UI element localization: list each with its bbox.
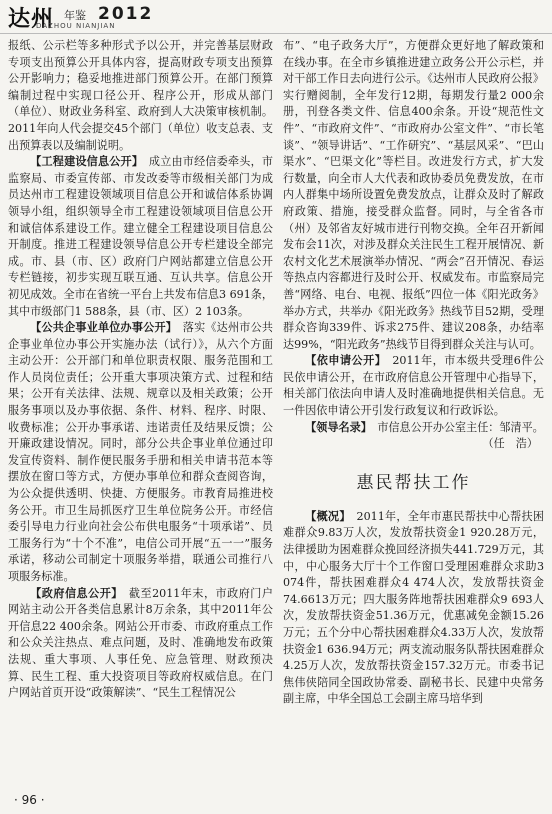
left-column <box>8 38 273 798</box>
right-paragraph-continued: 布”、“电子政务大厅”，方便群众更好地了解政策和在线办事。在全市乡镇推进建立政务公开公示栏，并对干部工作日去向进行公示。《达州市人民政府公报》实行赠阅制，全年发行12期，每期发行量2 000余册，刊登各类文件、信息400余条。开设“规范性文件”、“市政府文件”、“市政府办公室文件”、“市长笔谈”、“领导讲话”、“工作研究”、“基层风采”、“巴山渠水”、“巴渠文化”等栏目。改进发行方式，扩大发行数量，向全市人大代表和政协委员免费发放，在市内人群集中场所设置免费发放点，让群众及时了解政府政策、措施，接受群众监督。同时，与全省各市（州）及邻省友好城市进行刊物交换。全年召开新闻发布会11次，对涉及群众关注民生工程开展情况、新农村文化艺术展演举办情况、“两会”召开情况、春运等热点内容都进行及时公开、权威发布。市监察局完善“网络、电台、电视、报纸”四位一体《阳光政务》举办方式，共举办《阳光政务》热线节目52期，受理群众咨询339件、诉求275件、建议208条，办结率达99%，“阳光政务”热线节目得到群众关注与认可。 <box>283 39 544 351</box>
section-text-application: 2011年，市本级共受理6件公民依申请公开，在市政府信息公开管理中心指导下，相关部门依法向申请人及时准确地提供相关信息。无一件因依申请公开引发行政复议和行政诉讼。 <box>283 354 544 418</box>
section-text-gov-info: 截至2011年末，市政府门户网站主动公开各类信息累计8万余条，其中2011年公开信息22 400余条。网站公开市委、市政府重点工作和公众关注热点、难点问题，及时、准确地发布政策法规、重大事项、人事任免、应急管理、财政预决算、民生工程、重大投资项目等政府权威信息。在门户网站首页开设“政策解读”、“民生工程情况公 <box>8 586 273 700</box>
section-tag-public-units: 【 公共企事业单位办事公开 】 <box>30 321 171 334</box>
page-header <box>0 0 552 34</box>
section-tag-overview: 【 概况 】 <box>305 510 345 523</box>
section-tag-leaders: 【 领导名录 】 <box>305 421 366 434</box>
right-section-leaders <box>283 420 544 437</box>
section-text-public-units: 落实《达州市公共企事业单位办事公开实施办法（试行）》，从六个方面主动公开：公开部门和单位职责权限、服务范围和工作人员岗位责任；公开重大事项决策方式、过程和结果；公开有关法律、法规、规章以及相关政策；公开服务事项以及办事依据、条件、材料、程序、时限、收费标准；公开办事承诺、违诺责任及结果反馈；公开廉政建设情况。同时，部分公共企事业单位通过印发宣传资料、制作便民服务手册和相关申请书范本等摆放在窗口等方式，方便办事单位和群众查阅咨询，为公众提供透明、快捷、方便服务。市教育局推进校务公开。市卫生局抓医疗卫生单位院务公开。市经信委引导电力行业向社会公布供电服务“十项承诺”、员工服务行为“十个不准”，电信公司开展“五一一”服务承诺，移动公司制定十项服务举措，联通公司推行八项服务标准。 <box>8 321 273 583</box>
header-rule <box>0 33 552 34</box>
right-column <box>283 38 544 798</box>
section-tag-application: 【 依申请公开 】 <box>305 354 381 367</box>
left-section-public-units <box>8 320 273 586</box>
left-paragraph-budget: 报纸、公示栏等多种形式予以公开，并完善基层财政专项支出预算公开具体内容，提高财政专项支出预算公开影响力；稳妥地推进部门预算公开。在部门预算编制过程中实现口径公开、程序公开，形成从部门（单位）、财政业务科室、政府到人大决策审核机制。2011年向人代会提交45个部门（单位）收支总表、支出预算表以及编制说明。 <box>8 39 273 152</box>
right-section-overview <box>283 509 544 708</box>
left-section-gov-info <box>8 586 273 702</box>
section-tag-engineering: 【 工程建设信息公开 】 <box>30 155 137 168</box>
section-tag-gov-info: 【 政府信息公开 】 <box>30 587 117 600</box>
right-section-application <box>283 353 544 419</box>
yearbook-year: 2012 <box>98 4 154 24</box>
yearbook-subtitle: DAZHOU NIANJIAN <box>36 22 116 30</box>
yearbook-label: 年鉴 <box>64 9 86 22</box>
section-heading-welfare: 惠民帮扶工作 <box>356 472 471 493</box>
left-section-engineering <box>8 154 273 320</box>
section-text-overview: 2011年，全年市惠民帮扶中心帮扶困难群众9.83万人次，发放帮扶资金1 920.28万元，法律援助为困难群众挽回经济损失441.729万元，其中，中心服务大厅十个工作窗口受理困难群众求助3 074件，帮扶困难群众4 474人次，发放帮扶资金74.6613万元；四大服务阵地帮扶困难群众9 693人次，发放帮扶资金51.36万元，优惠减免金额15.26万元；五个分中心帮扶困难群众4.33万人次，发放帮扶资金1 636.94万元；两支流动服务队帮扶困难群众4.25万人次，发放帮扶资金157.32万元。市委书记焦伟侠陪同全国政协常委、副秘书长、民建中央常务副主席，中华全国总工会副主席马培华到 <box>283 509 544 706</box>
section-text-leaders: 市信息公开办公室主任：邹清平。 <box>377 420 544 434</box>
section-text-engineering: 成立由市经信委牵头，市监察局、市委宣传部、市发改委等市级相关部门为成员达州市工程建设领域项目信息公开和诚信体系协调领导小组，组织领导全市工程建设领域项目信息公开和诚信体系建设工作。建立健全工程建设项目信息公开制度。推进工程建设领导信息公开专栏建设全部完成。市、县（市、区）政府门户网站都建立信息公开专栏链接，初步实现互联互通、互认共享。信息公开初见成效。全市在省统一平台上共发布信息3 691条，其中市级部门1 588条，县（市、区）2 103条。 <box>8 155 273 318</box>
author-signature: （ 任 浩 ） <box>283 436 544 453</box>
yearbook-title: 达州 <box>8 7 55 32</box>
page-number: · 96 · <box>14 793 45 807</box>
